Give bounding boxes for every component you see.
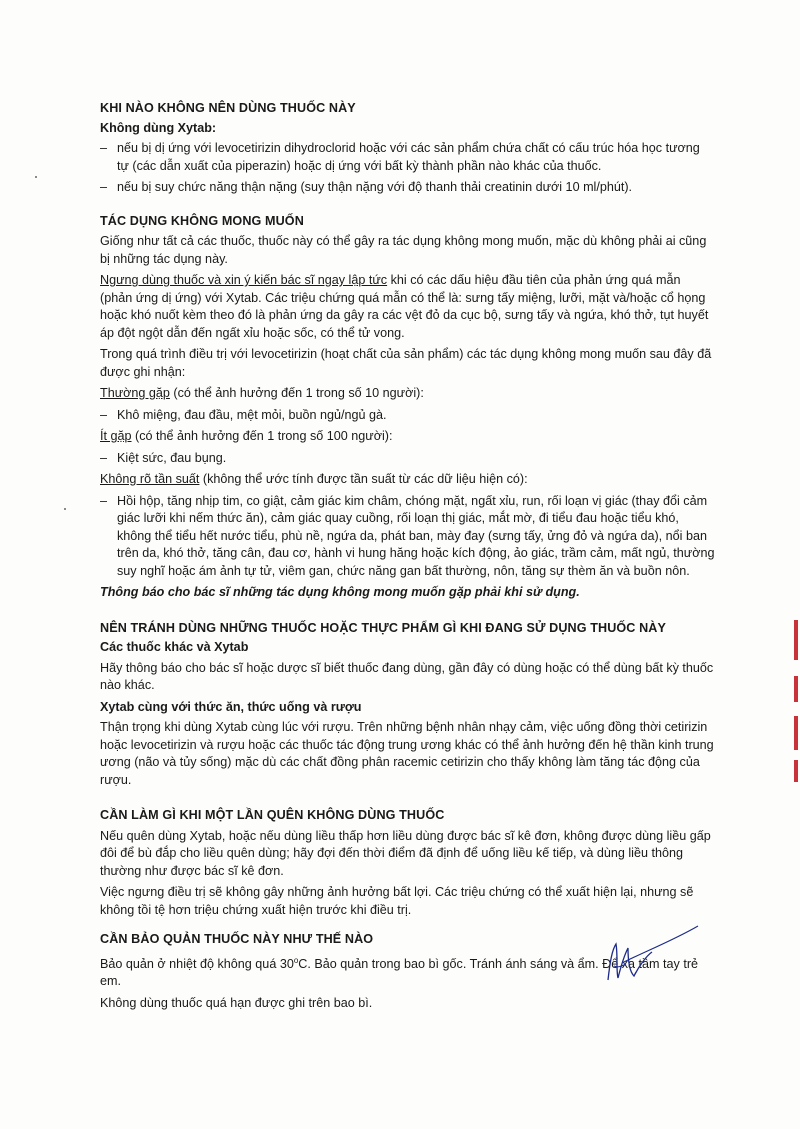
paragraph: Nếu quên dùng Xytab, hoặc nếu dùng liều thấp hơn liều dùng được bác sĩ kê đơn, không được dùng liều gấp đôi để bù đắp cho liều quên dùng; hãy đợi đến thời điểm đã định để uống liều kế tiếp, và dùng liều thông thường như được bác sĩ kê đơn. [100, 828, 711, 878]
section-interactions [100, 620, 715, 790]
paragraph: Việc ngưng điều trị sẽ không gây những ảnh hưởng bất lợi. Các triệu chứng có thể xuất hiện lại, nhưng sẽ không tồi tệ hơn triệu chứng xuất hiện trước khi điều trị. [100, 885, 694, 917]
paragraph: Không dùng thuốc quá hạn được ghi trên bao bì. [100, 995, 373, 1010]
stamp-edge-mark [794, 676, 798, 702]
section-contraindications [100, 100, 715, 197]
notice-text: Thông báo cho bác sĩ những tác dụng không mong muốn gặp phải khi sử dụng. [100, 585, 580, 599]
paragraph: Trong quá trình điều trị với levocetirizin (hoạt chất của sản phẩm) các tác dụng không mong muốn sau đây đã được ghi nhận: [100, 347, 712, 379]
section-subtitle: Các thuốc khác và Xytab [100, 640, 249, 654]
section-subtitle: Không dùng Xytab: [100, 120, 217, 135]
paragraph-text: Bảo quản ở nhiệt độ không quá 30 [100, 956, 294, 971]
list-item: – Hồi hộp, tăng nhịp tim, co giật, cảm giác kim châm, chóng mặt, ngất xỉu, run, rối loạn vị giác (thay đổi cảm giác lưỡi khi nếm thức ăn), cảm giác quay cuồng, rối loạn thị giác, mắt mờ, đi tiểu đau hoặc tiểu khó, không thể tiểu hết nước tiểu, phù nề, ngứa da, phát ban, mày đay (sưng tấy, ửng đỏ và ngứa da), nổi ban trên da, khó thở, tăng cân, đau cơ, hành vi hung hăng hoặc kích động, ảo giác, trầm cảm, mất ngủ, thường suy nghĩ hoặc ám ảnh tự tử, viêm gan, chức năng gan bất thường, nôn, tăng sự thèm ăn và buồn nôn. [100, 493, 715, 581]
frequency-label: Ít gặp [100, 429, 132, 443]
signature-icon [594, 922, 704, 992]
stamp-edge-mark [794, 620, 798, 660]
frequency-text: (có thể ảnh hưởng đến 1 trong số 100 người): [131, 429, 393, 443]
paragraph [100, 272, 715, 342]
bullet-list [100, 493, 715, 581]
section-title: KHI NÀO KHÔNG NÊN DÙNG THUỐC NÀY [100, 101, 356, 115]
paragraph-text: khi có các dấu hiệu đầu tiên của phản ứng quá mẫn (phản ứng dị ứng) với Xytab. Các triệu chứng quá mẫn có thể là: sưng tấy miệng, lưỡi, mặt và/hoặc cổ họng hoặc khó nuốt kèm theo đó là phản ứng da gây ra các vệt đỏ da cục bộ, sưng tấy và ngứa, khó thở, tụt huyết áp đột ngột dẫn đến ngất xỉu hoặc sốc, có thể tử vong. [100, 273, 709, 340]
list-item: – nếu bị dị ứng với levocetirizin dihydroclorid hoặc với các sản phẩm chứa chất có cấu trúc hóa học tương tự (các dẫn xuất của piperazin) hoặc dị ứng với bất kỳ thành phần nào khác của thuốc. [100, 140, 715, 175]
frequency-label: Thường gặp [100, 386, 170, 400]
document-page [100, 100, 715, 1016]
frequency-heading [100, 471, 715, 489]
section-subtitle: Xytab cùng với thức ăn, thức uống và rượu [100, 699, 362, 714]
list-item: – Kiệt sức, đau bụng. [100, 450, 715, 468]
frequency-heading [100, 385, 715, 403]
stamp-edge-mark [794, 760, 798, 782]
section-side-effects [100, 213, 715, 602]
paragraph: Giống như tất cả các thuốc, thuốc này có thể gây ra tác dụng không mong muốn, mặc dù không phải ai cũng bị những tác dụng này. [100, 234, 707, 266]
stamp-edge-mark [794, 716, 798, 750]
bullet-list [100, 450, 715, 468]
paragraph: Hãy thông báo cho bác sĩ hoặc dược sĩ biết thuốc đang dùng, gần đây có dùng hoặc có thể dùng bất kỳ thuốc nào khác. [100, 660, 714, 692]
scan-speck [35, 176, 37, 178]
frequency-label: Không rõ tần suất [100, 472, 200, 486]
bullet-list [100, 407, 715, 425]
section-title: TÁC DỤNG KHÔNG MONG MUỐN [100, 213, 304, 228]
list-item: – Khô miệng, đau đầu, mệt mỏi, buồn ngủ/ngủ gà. [100, 407, 715, 425]
section-title: CẦN BẢO QUẢN THUỐC NÀY NHƯ THẾ NÀO [100, 932, 374, 946]
underlined-text: Ngưng dùng thuốc và xin ý kiến bác sĩ ngay lập tức [100, 273, 388, 287]
frequency-text: (có thể ảnh hưởng đến 1 trong số 10 người): [169, 386, 424, 400]
bullet-list [100, 140, 715, 197]
section-title: NÊN TRÁNH DÙNG NHỮNG THUỐC HOẶC THỰC PHẨM GÌ KHI ĐANG SỬ DỤNG THUỐC NÀY [100, 620, 666, 635]
paragraph-text: C. Bảo quản trong bao bì gốc. Tránh ánh sáng và ẩm. Để xa tầm tay trẻ em. [100, 956, 699, 989]
scan-speck [64, 508, 66, 510]
list-item: – nếu bị suy chức năng thận nặng (suy thận nặng với độ thanh thải creatinin dưới 10 ml/phút). [100, 179, 715, 197]
frequency-text: (không thể ước tính được tần suất từ các dữ liệu hiện có): [199, 472, 528, 486]
section-title: CẦN LÀM GÌ KHI MỘT LẦN QUÊN KHÔNG DÙNG THUỐC [100, 808, 445, 822]
degree-sign: o [293, 955, 299, 965]
paragraph: Thận trọng khi dùng Xytab cùng lúc với rượu. Trên những bệnh nhân nhạy cảm, việc uống đồng thời cetirizin hoặc levocetirizin và rượu hoặc các thuốc tác động trung ương khác có thể ảnh hưởng đến hệ thần kinh trung ương (não và tủy sống) mặc dù các chất đồng phân racemic cetirizin cho thấy không làm tăng tác động của rượu. [100, 720, 714, 787]
frequency-heading [100, 428, 715, 446]
handwritten-signature [594, 922, 704, 997]
section-missed-dose [100, 807, 715, 919]
